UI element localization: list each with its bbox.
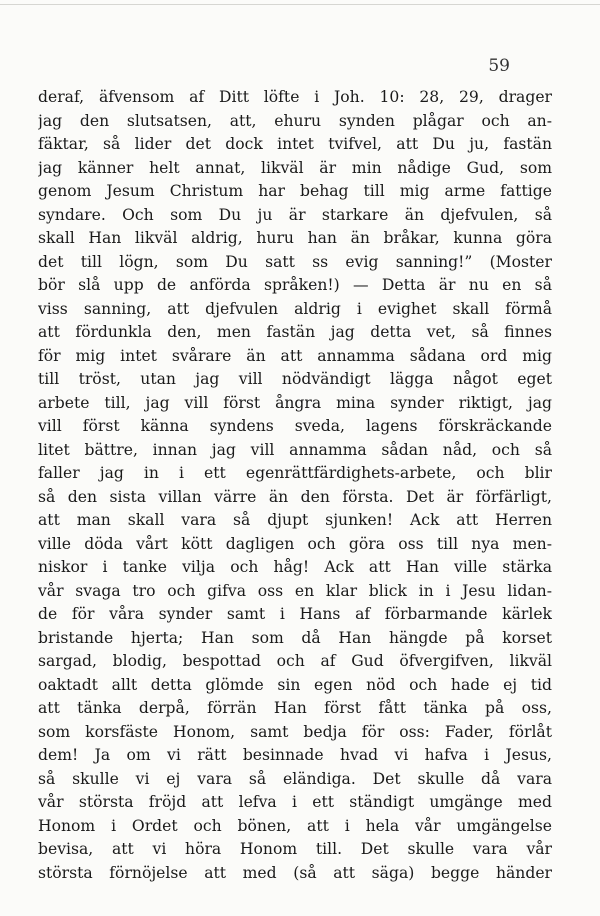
text-line: bristande hjerta; Han som då Han hängde på korset	[38, 628, 552, 647]
text-line: genom Jesum Christum har behag till mig arme fattige	[38, 182, 552, 200]
text-line: vår svaga tro och gifva oss en klar blick in i Jesu lidan-	[38, 581, 552, 600]
text-line: så den sista villan värre än den första. Det är förfärligt,	[38, 487, 552, 506]
text-line: största förnöjelse att med (så att säga) begge händer	[38, 863, 552, 882]
text-line: sargad, blodig, bespottad och af Gud öfvergifven, likväl	[38, 652, 552, 670]
body-text	[38, 86, 552, 885]
text-line: skall Han likväl aldrig, huru han än bråkar, kunna göra	[38, 229, 552, 247]
page-number: 59	[488, 56, 510, 76]
text-line: vår största fröjd att lefva i ett ständigt umgänge med	[38, 793, 552, 811]
text-line: faller jag in i ett egenrättfärdighets-arbete, och blir	[38, 464, 552, 482]
text-line: oaktadt allt detta glömde sin egen nöd och hade ej tid	[38, 675, 552, 694]
text-line: fäktar, så lider det dock intet tvifvel, att Du ju, fastän	[38, 135, 552, 153]
text-line: bör slå upp de anförda språken!) — Detta är nu en så	[38, 276, 552, 294]
text-line: bevisa, att vi höra Honom till. Det skulle vara vår	[38, 840, 552, 858]
text-line: jag den slutsatsen, att, ehuru synden plågar och an-	[38, 111, 552, 130]
text-line: jag känner helt annat, likväl är min nådige Gud, som	[38, 158, 552, 177]
text-line: ville döda vårt kött dagligen och göra oss till nya men-	[38, 534, 552, 553]
text-line: viss sanning, att djefvulen aldrig i evighet skall förmå	[38, 299, 552, 318]
text-line: syndare. Och som Du ju är starkare än djefvulen, så	[38, 205, 552, 224]
text-line: att fördunkla den, men fastän jag detta vet, så finnes	[38, 323, 552, 341]
text-line: till tröst, utan jag vill nödvändigt lägga något eget	[38, 370, 552, 388]
text-line: så skulle vi ej vara så eländiga. Det skulle då vara	[38, 769, 552, 788]
scan-top-edge	[0, 4, 600, 5]
text-line: som korsfäste Honom, samt bedja för oss: Fader, förlåt	[38, 722, 552, 741]
text-line: de för våra synder samt i Hans af förbarmande kärlek	[38, 605, 552, 623]
text-line: för mig intet svårare än att annamma sådana ord mig	[38, 346, 552, 365]
text-line: niskor i tanke vilja och håg! Ack att Han ville stärka	[38, 558, 552, 576]
text-line: att man skall vara så djupt sjunken! Ack att Herren	[38, 511, 552, 529]
text-line: dem! Ja om vi rätt besinnade hvad vi hafva i Jesus,	[38, 746, 552, 764]
text-line: deraf, äfvensom af Ditt löfte i Joh. 10: 28, 29, drager	[38, 88, 552, 106]
text-line: litet bättre, innan jag vill annamma sådan nåd, och så	[38, 440, 552, 459]
text-line: att tänka derpå, förrän Han först fått tänka på oss,	[38, 699, 552, 717]
text-line: arbete till, jag vill först ångra mina synder riktigt, jag	[38, 393, 552, 412]
text-line: det till lögn, som Du satt ss evig sanning!” (Moster	[38, 252, 552, 271]
text-line: Honom i Ordet och bönen, att i hela vår umgängelse	[38, 816, 552, 835]
text-line: vill först känna syndens sveda, lagens förskräckande	[38, 417, 552, 435]
